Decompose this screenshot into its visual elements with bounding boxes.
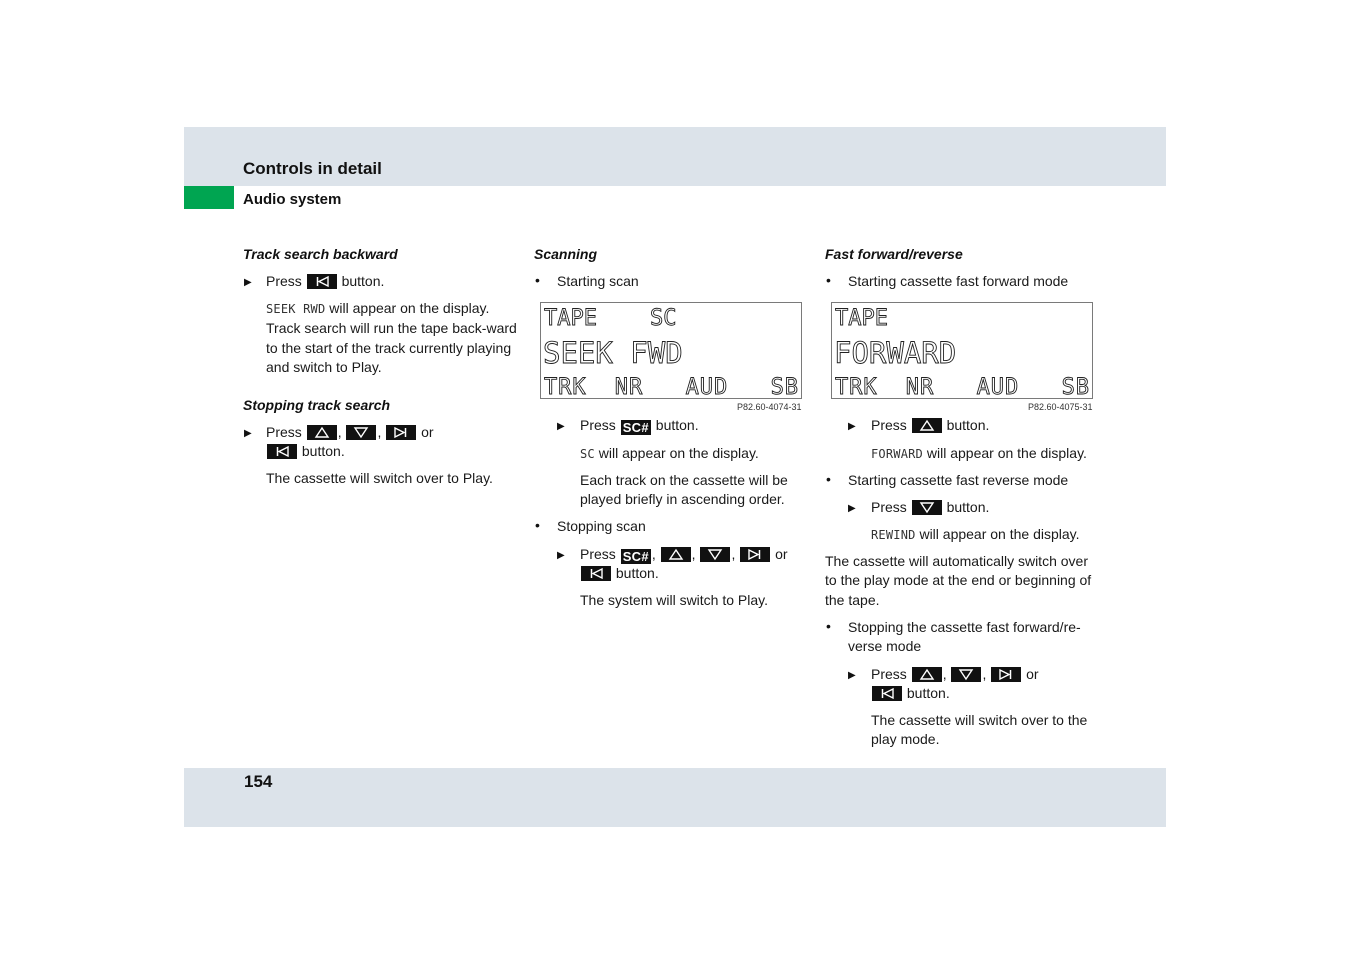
heading-track-search-backward: Track search backward <box>243 246 398 262</box>
lcd-line-3: TRK NR AUD SB <box>835 375 1089 398</box>
page-number: 154 <box>244 772 273 791</box>
heading-fast-forward-reverse: Fast forward/reverse <box>825 246 963 262</box>
forward-display-text: FORWARD will appear on the display. <box>871 445 1087 461</box>
step-press-stop-keys-cont: button. <box>266 442 345 461</box>
skip-forward-key-icon <box>386 425 416 440</box>
bullet-stop-ff-rew: Stopping the cassette fast forward/re-verse mode <box>848 619 1081 655</box>
bullet-stopping-scan: Stopping scan <box>557 518 646 534</box>
bullet-start-ff: Starting cassette fast forward mode <box>848 273 1069 289</box>
step-press-stop-scan-cont: button. <box>580 564 659 583</box>
footer-band <box>184 768 1166 827</box>
lcd-line-3: TRK NR AUD SB <box>544 375 798 398</box>
lcd-line-2: FORWARD <box>834 336 957 370</box>
section-marker <box>184 186 234 209</box>
down-key-icon <box>912 500 942 515</box>
sc-key-icon: SC# <box>622 420 649 435</box>
skip-back-key-icon <box>872 686 902 701</box>
skip-forward-key-icon <box>991 667 1021 682</box>
bullet-icon: • <box>535 272 540 288</box>
skip-back-key-icon <box>267 444 297 459</box>
down-key-icon <box>951 667 981 682</box>
track-search-description: SEEK RWD will appear on the display. Track search will run the tape back-ward to the start of the track currently playing and switch to Play. <box>266 300 517 376</box>
step-press-stop-ff-cont: button. <box>871 684 950 703</box>
figure-reference: P82.60-4075-31 <box>1028 402 1093 412</box>
scan-description: Each track on the cassette will be played briefly in ascending order. <box>580 472 788 508</box>
step-press-stop-keys: Press , , or <box>266 424 434 440</box>
lcd-display-scan <box>540 302 802 399</box>
step-arrow-icon: ▶ <box>848 421 856 432</box>
step-press-down: Press button. <box>871 499 990 515</box>
scan-stop-result: The system will switch to Play. <box>580 592 769 608</box>
heading-stopping-track-search: Stopping track search <box>243 397 391 413</box>
auto-switch-text: The cassette will automatically switch over to the play mode at the end or beginning of the tape. <box>825 553 1092 608</box>
figure-reference: P82.60-4074-31 <box>737 402 802 412</box>
rewind-display-text: REWIND will appear on the display. <box>871 526 1080 542</box>
ff-stop-result: The cassette will switch over to the play mode. <box>871 712 1088 748</box>
up-key-icon <box>912 667 942 682</box>
bullet-icon: • <box>826 272 831 288</box>
step-press-stop-ff: Press , , or <box>871 666 1039 682</box>
lcd-display-forward <box>831 302 1093 399</box>
up-key-icon <box>307 425 337 440</box>
step-arrow-icon: ▶ <box>244 277 252 288</box>
skip-back-key-icon <box>307 274 337 289</box>
heading-scanning: Scanning <box>534 246 598 262</box>
step-press-skip-back: Press button. <box>266 273 385 289</box>
skip-back-key-icon <box>581 566 611 581</box>
lcd-line-1: TAPE SC <box>544 306 677 331</box>
step-arrow-icon: ▶ <box>557 421 565 432</box>
lcd-line-1: TAPE <box>835 306 888 331</box>
step-arrow-icon: ▶ <box>557 550 565 561</box>
bullet-icon: • <box>826 471 831 487</box>
up-key-icon <box>661 547 691 562</box>
stop-result-text: The cassette will switch over to Play. <box>266 470 493 486</box>
lcd-line-2: SEEK FWD <box>543 336 683 370</box>
subsection-title: Audio system <box>243 191 342 208</box>
step-arrow-icon: ▶ <box>244 428 252 439</box>
bullet-starting-scan: Starting scan <box>557 273 639 289</box>
step-arrow-icon: ▶ <box>848 503 856 514</box>
down-key-icon <box>700 547 730 562</box>
skip-forward-key-icon <box>740 547 770 562</box>
step-arrow-icon: ▶ <box>848 670 856 681</box>
step-press-sc: Press SC# button. <box>580 417 699 435</box>
step-press-up: Press button. <box>871 417 990 433</box>
bullet-icon: • <box>826 618 831 634</box>
sc-display-text: SC will appear on the display. <box>580 445 759 461</box>
section-title: Controls in detail <box>243 159 382 178</box>
down-key-icon <box>346 425 376 440</box>
sc-key-icon: SC# <box>622 549 649 564</box>
up-key-icon <box>912 418 942 433</box>
bullet-start-rew: Starting cassette fast reverse mode <box>848 472 1069 488</box>
step-press-stop-scan: Press SC# , , , or <box>580 546 788 564</box>
bullet-icon: • <box>535 517 540 533</box>
